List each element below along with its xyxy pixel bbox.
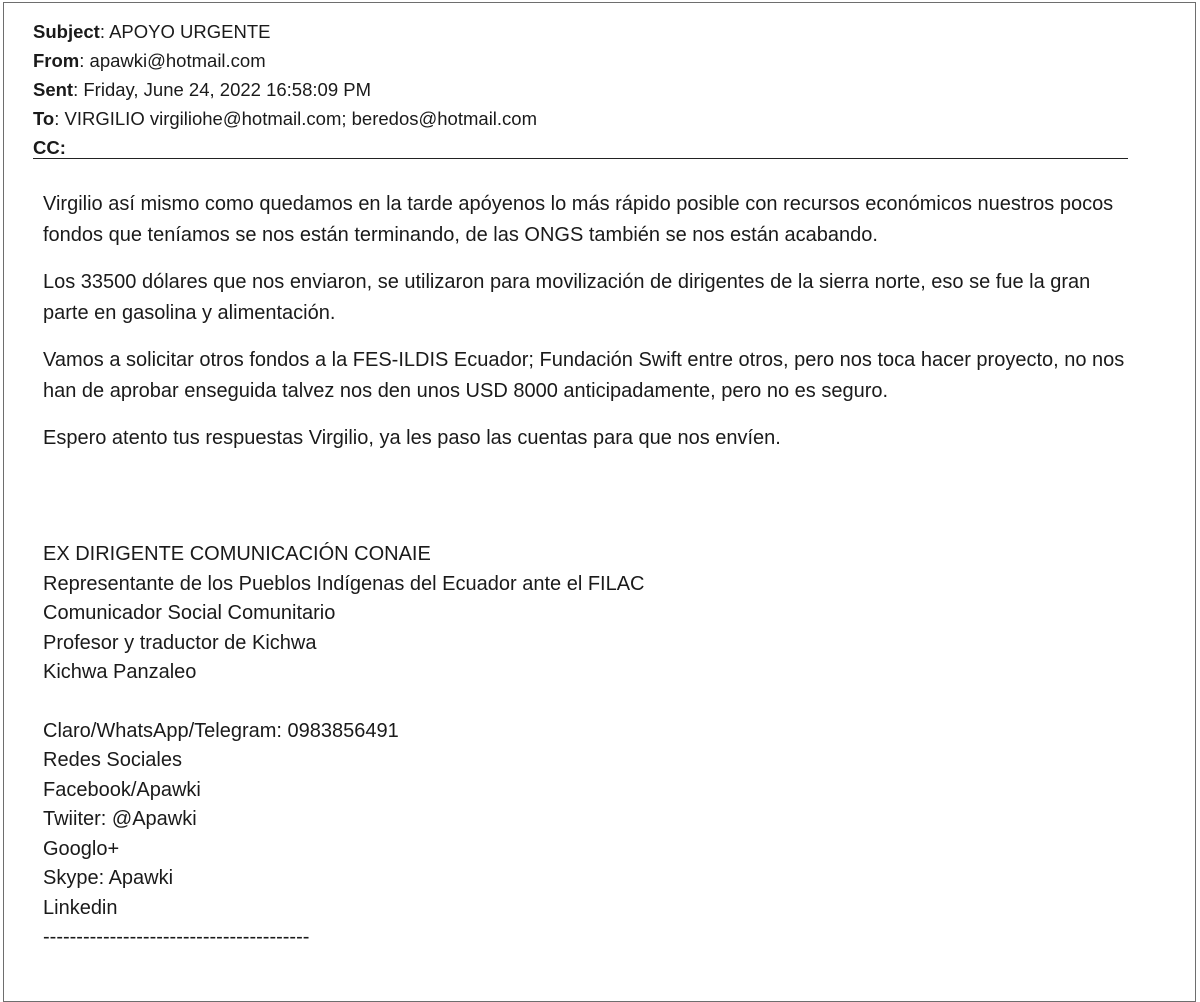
sent-label: Sent: [33, 79, 74, 100]
header-divider: [33, 158, 1128, 159]
contact-phone: Claro/WhatsApp/Telegram: 0983856491: [43, 719, 399, 742]
contact-social-heading: Redes Sociales: [43, 749, 182, 771]
to-value: VIRGILIO virgiliohe@hotmail.com; beredos@hotmail.com: [64, 108, 537, 129]
contact-google-plus: Googlo+: [43, 837, 120, 860]
signature-title: EX DIRIGENTE COMUNICACIÓN CONAIE: [43, 543, 431, 565]
sent-row: Sent: Friday, June 24, 2022 16:58:09 PM: [33, 79, 371, 100]
body-paragraph: Los 33500 dólares que nos enviaron, se utilizaron para movilización de dirigentes de la sierra norte, eso se fue la gran parte en gasolina y alimentación.: [43, 271, 1091, 324]
from-row: From: apawki@hotmail.com: [33, 50, 266, 71]
to-row: To: VIRGILIO virgiliohe@hotmail.com; beredos@hotmail.com: [33, 108, 537, 129]
email-body: [43, 189, 1128, 471]
signature-line: Kichwa Panzaleo: [43, 661, 197, 683]
to-label: To: [33, 108, 55, 129]
email-signature: [43, 540, 843, 953]
body-paragraph: Espero atento tus respuestas Virgilio, ya les paso las cuentas para que nos envíen.: [43, 427, 781, 449]
signature-line: Profesor y traductor de Kichwa: [43, 631, 317, 654]
signature-line: Representante de los Pueblos Indígenas del Ecuador ante el FILAC: [43, 572, 645, 595]
contact-twitter: Twiiter: @Apawki: [43, 808, 197, 830]
contact-skype: Skype: Apawki: [43, 867, 174, 889]
from-value: apawki@hotmail.com: [89, 50, 266, 71]
signature-dashed-rule: ----------------------------------------: [43, 926, 310, 948]
subject-label: Subject: [33, 21, 100, 42]
contact-linkedin: Linkedin: [43, 896, 118, 919]
sent-value: Friday, June 24, 2022 16:58:09 PM: [83, 79, 371, 100]
signature-line: Comunicador Social Comunitario: [43, 602, 336, 624]
body-paragraph: Virgilio así mismo como quedamos en la tarde apóyenos lo más rápido posible con recursos económicos nuestros pocos fondos que teníamos se nos están terminando, de las ONGS también se nos están acabando.: [43, 193, 1114, 246]
signature-spacer: [43, 688, 843, 717]
email-header: [33, 17, 1129, 162]
subject-value: APOYO URGENTE: [109, 21, 271, 42]
subject-row: Subject: APOYO URGENTE: [33, 21, 271, 42]
contact-facebook: Facebook/Apawki: [43, 778, 201, 801]
from-label: From: [33, 50, 80, 71]
cc-label: CC:: [33, 137, 66, 158]
body-paragraph: Vamos a solicitar otros fondos a la FES-ILDIS Ecuador; Fundación Swift entre otros, pero nos toca hacer proyecto, no nos han de aprobar enseguida talvez nos den unos USD 8000 anticipadamente, pero no es seguro.: [43, 349, 1125, 402]
